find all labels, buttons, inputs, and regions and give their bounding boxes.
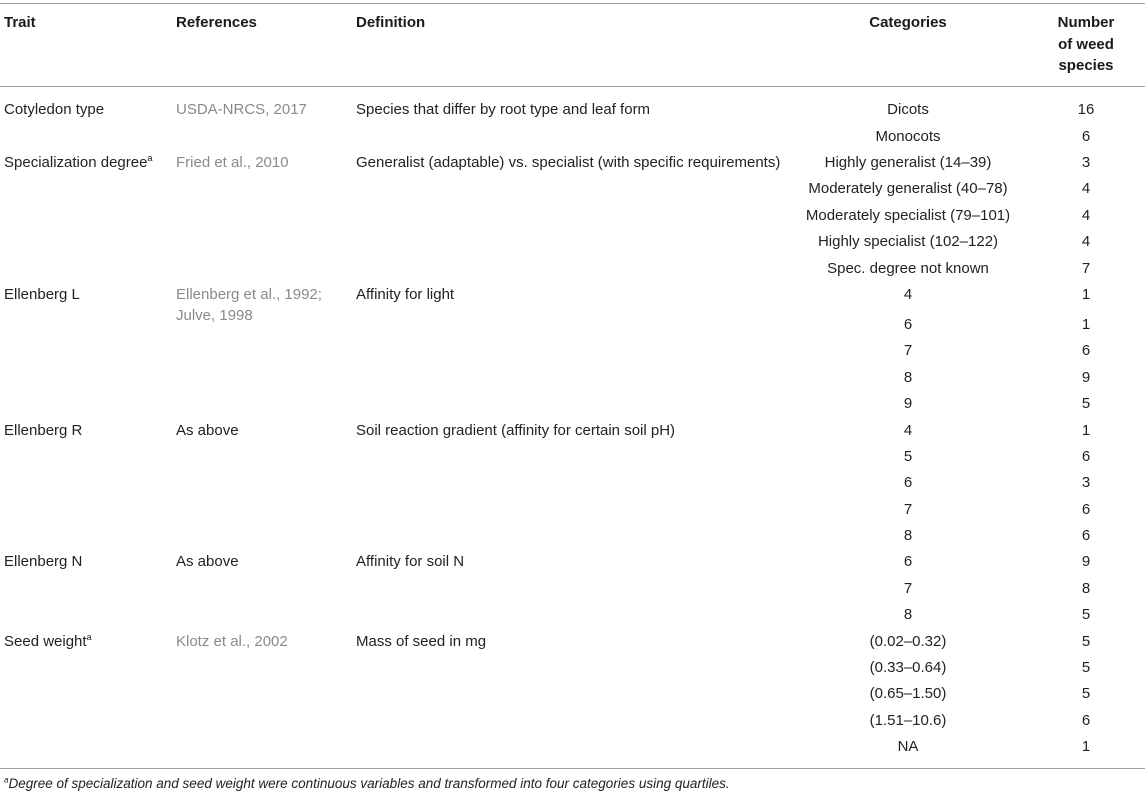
category-cell: 6 — [903, 474, 913, 491]
category-cell: 6 — [903, 553, 913, 570]
category-cell: 4 — [903, 422, 913, 439]
category-cell: 9 — [903, 395, 913, 412]
category-cell: 8 — [903, 606, 913, 623]
table-top-rule — [0, 3, 1145, 4]
footnote-marker: a — [147, 153, 153, 163]
header-number-line: Number — [1057, 14, 1115, 31]
number-cell: 16 — [1077, 101, 1095, 118]
category-cell: (0.33–0.64) — [869, 659, 947, 676]
number-cell: 6 — [1081, 712, 1091, 729]
number-cell: 4 — [1081, 207, 1091, 224]
category-cell: 5 — [903, 448, 913, 465]
number-cell: 5 — [1081, 606, 1091, 623]
number-cell: 9 — [1081, 553, 1091, 570]
number-cell: 9 — [1081, 369, 1091, 386]
header-categories: Categories — [869, 14, 947, 31]
table-footnote — [4, 776, 730, 791]
reference-link[interactable]: Ellenberg et al., 1992; — [176, 286, 322, 303]
category-cell: Monocots — [875, 128, 941, 145]
category-cell: Moderately specialist (79–101) — [805, 207, 1011, 224]
trait-name-text: Specialization degree — [4, 154, 148, 171]
number-cell: 6 — [1081, 342, 1091, 359]
trait-name: Cotyledon type — [4, 101, 105, 118]
category-cell: Dicots — [887, 101, 929, 118]
header-number-line: species — [1058, 57, 1114, 74]
category-cell: 7 — [903, 501, 913, 518]
reference-text: As above — [176, 553, 239, 570]
category-cell: 6 — [903, 316, 913, 333]
category-cell: 8 — [903, 527, 913, 544]
footnote-text: Degree of specialization and seed weight were continuous variables and transformed into four categories using quartiles. — [8, 776, 730, 791]
number-cell: 6 — [1081, 527, 1091, 544]
category-cell: Highly generalist (14–39) — [824, 154, 992, 171]
number-cell: 5 — [1081, 685, 1091, 702]
number-cell: 1 — [1081, 316, 1091, 333]
trait-definition: Soil reaction gradient (affinity for certain soil pH) — [356, 422, 676, 439]
reference-link[interactable]: Julve, 1998 — [176, 307, 253, 324]
table-bottom-rule — [0, 768, 1145, 769]
header-references: References — [176, 14, 257, 31]
trait-definition: Generalist (adaptable) vs. specialist (with specific requirements) — [356, 154, 781, 171]
number-cell: 8 — [1081, 580, 1091, 597]
header-definition: Definition — [356, 14, 426, 31]
trait-definition: Affinity for soil N — [356, 553, 465, 570]
category-cell: Moderately generalist (40–78) — [808, 180, 1008, 197]
trait-name: Ellenberg L — [4, 286, 80, 303]
category-cell: NA — [897, 738, 919, 755]
reference-link[interactable]: Fried et al., 2010 — [176, 154, 289, 171]
reference-link[interactable]: USDA-NRCS, 2017 — [176, 101, 307, 118]
number-cell: 3 — [1081, 474, 1091, 491]
number-cell: 1 — [1081, 286, 1091, 303]
trait-name — [4, 632, 92, 652]
number-cell: 6 — [1081, 448, 1091, 465]
number-cell: 4 — [1081, 180, 1091, 197]
number-cell: 7 — [1081, 260, 1091, 277]
number-cell: 5 — [1081, 659, 1091, 676]
number-cell: 3 — [1081, 154, 1091, 171]
reference-text: As above — [176, 422, 239, 439]
category-cell: 8 — [903, 369, 913, 386]
footnote-marker: a — [4, 775, 9, 785]
number-cell: 6 — [1081, 128, 1091, 145]
category-cell: Spec. degree not known — [827, 260, 989, 277]
category-cell: 7 — [903, 580, 913, 597]
trait-definition: Species that differ by root type and leaf form — [356, 101, 651, 118]
number-cell: 5 — [1081, 633, 1091, 650]
trait-definition: Affinity for light — [356, 286, 455, 303]
number-cell: 1 — [1081, 738, 1091, 755]
number-cell: 6 — [1081, 501, 1091, 518]
header-trait: Trait — [4, 14, 36, 31]
reference-link[interactable]: Klotz et al., 2002 — [176, 633, 288, 650]
category-cell: 4 — [903, 286, 913, 303]
category-cell: 7 — [903, 342, 913, 359]
header-number-line: of weed — [1058, 35, 1114, 53]
header-bottom-rule — [0, 86, 1145, 87]
trait-name — [4, 153, 152, 173]
trait-name-text: Seed weight — [4, 633, 87, 650]
header-number — [1036, 12, 1136, 77]
number-cell: 4 — [1081, 233, 1091, 250]
number-cell: 5 — [1081, 395, 1091, 412]
category-cell: (1.51–10.6) — [869, 712, 947, 729]
category-cell: (0.65–1.50) — [869, 685, 947, 702]
category-cell: (0.02–0.32) — [869, 633, 947, 650]
trait-definition: Mass of seed in mg — [356, 633, 487, 650]
footnote-marker: a — [86, 632, 92, 642]
trait-name: Ellenberg R — [4, 422, 83, 439]
number-cell: 1 — [1081, 422, 1091, 439]
trait-name: Ellenberg N — [4, 553, 83, 570]
category-cell: Highly specialist (102–122) — [817, 233, 999, 250]
